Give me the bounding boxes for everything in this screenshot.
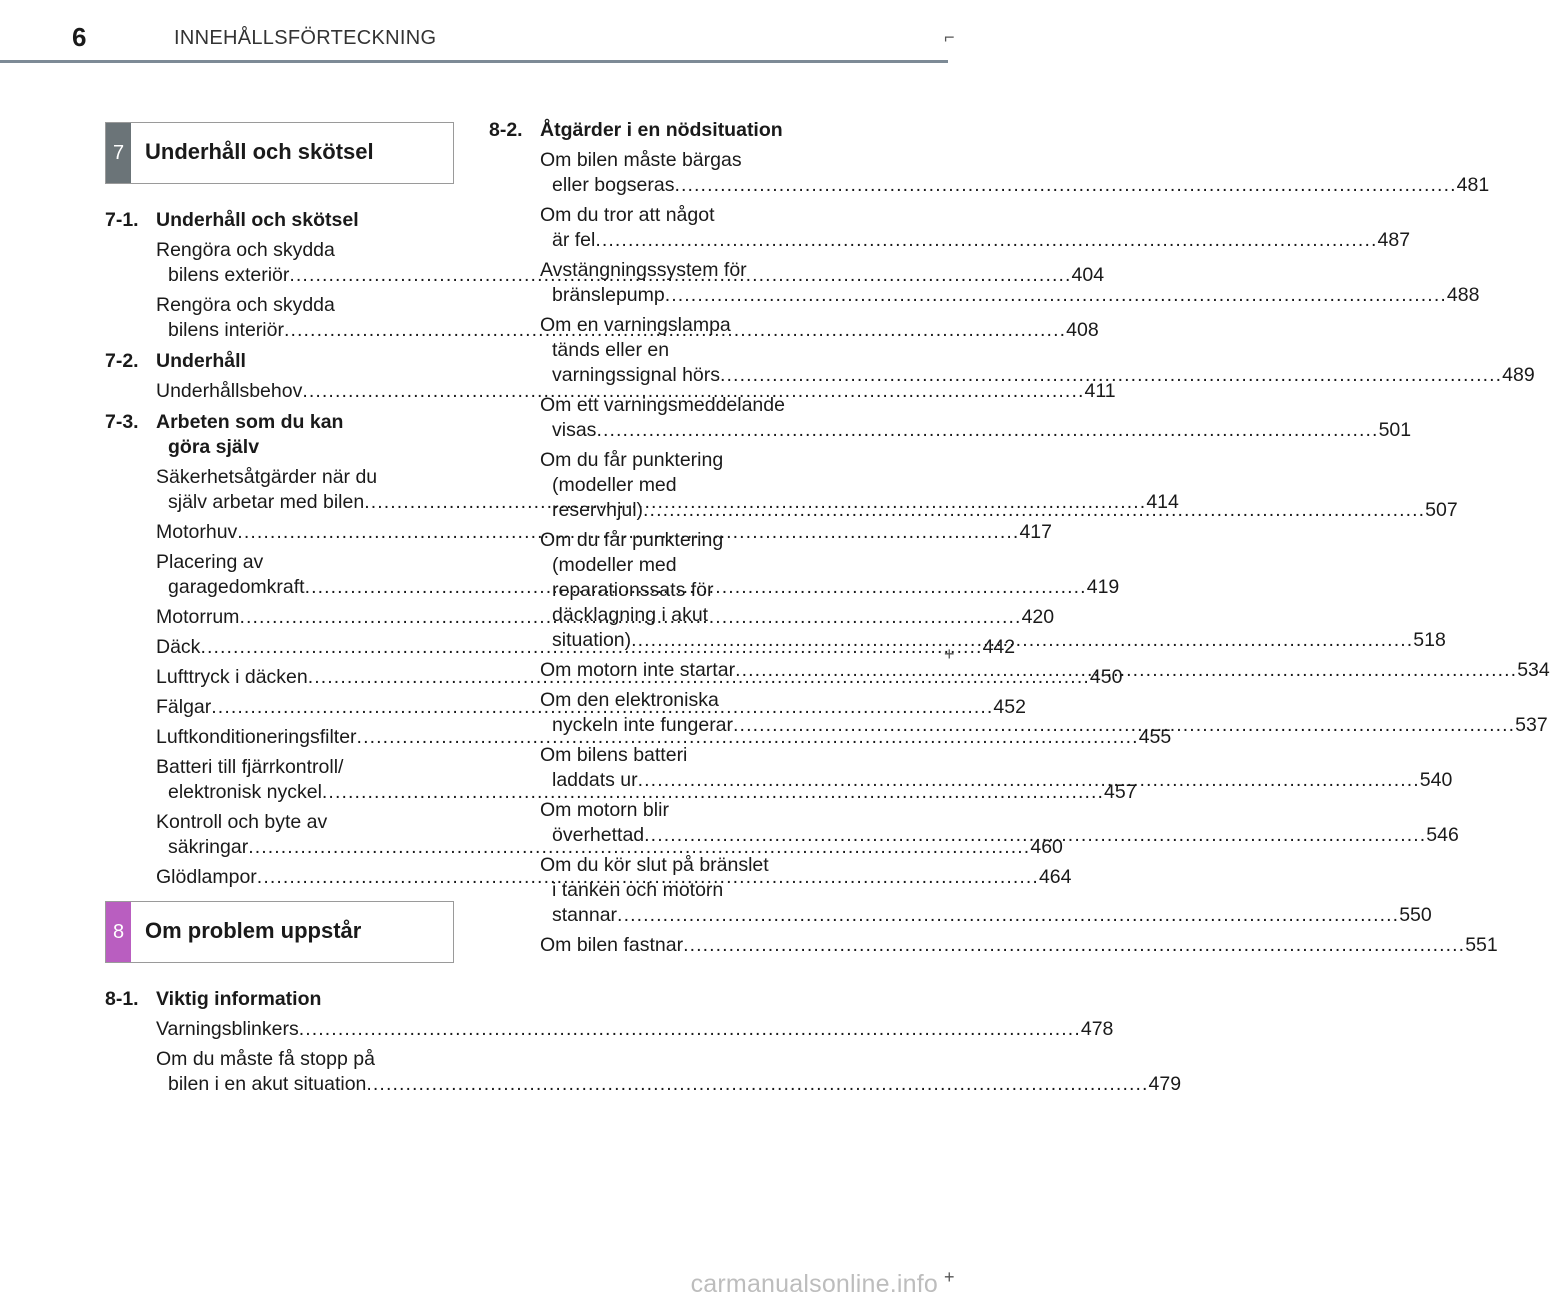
section-title-8: Om problem uppstår bbox=[145, 918, 362, 943]
toc-entry-text: Kontroll och byte av bbox=[156, 811, 328, 833]
dot-leader bbox=[643, 499, 1425, 521]
toc-entry-text: Om ett varningsmeddelande bbox=[540, 394, 785, 416]
dot-leader bbox=[299, 1018, 1081, 1040]
toc-entry-text: däcklagning i akut bbox=[552, 604, 709, 626]
toc-page-number: 417 bbox=[1019, 521, 1052, 543]
toc-page-number: 455 bbox=[1138, 726, 1172, 748]
toc-page-number: 487 bbox=[1377, 229, 1411, 251]
toc-page-number: 489 bbox=[1502, 364, 1535, 386]
toc-entry-text: eller bogseras bbox=[552, 174, 675, 196]
toc-page-number: 481 bbox=[1456, 174, 1490, 196]
toc-entry-text: reparationssats för bbox=[552, 579, 714, 601]
toc-entry-text: Fälgar bbox=[156, 696, 212, 718]
toc-chapter-number: 8-1. bbox=[105, 988, 139, 1010]
toc-page-number: 464 bbox=[1038, 866, 1072, 888]
toc-entry-text: Rengöra och skydda bbox=[156, 294, 335, 316]
toc-entry-text: i tanken och motorn bbox=[552, 879, 724, 901]
toc-section-8-left bbox=[105, 987, 1182, 1097]
toc-entry-text: Avstängningssystem för bbox=[540, 259, 747, 281]
dot-leader bbox=[674, 174, 1456, 196]
toc-chapter-heading[interactable] bbox=[105, 987, 441, 1012]
crop-mark-icon: ⌐ bbox=[944, 27, 955, 47]
toc-page-number: 540 bbox=[1419, 769, 1453, 791]
toc-entry[interactable] bbox=[540, 203, 1411, 253]
toc-page-number: 460 bbox=[1030, 836, 1063, 858]
toc-chapter-number: 8-2. bbox=[489, 119, 523, 141]
toc-entry[interactable] bbox=[540, 393, 1412, 443]
toc-entry-text: är fel bbox=[552, 229, 596, 251]
toc-chapter-heading[interactable] bbox=[489, 118, 826, 143]
toc-group bbox=[105, 987, 1182, 1097]
dot-leader bbox=[720, 364, 1502, 386]
toc-entry-text: Underhållsbehov bbox=[156, 380, 303, 402]
watermark: carmanualsonline.info bbox=[690, 1270, 938, 1298]
toc-chapter-title: Viktig information bbox=[156, 988, 322, 1010]
section-title-7: Underhåll och skötsel bbox=[145, 139, 374, 164]
toc-page-number: 518 bbox=[1413, 629, 1446, 651]
toc-page-number: 550 bbox=[1399, 904, 1432, 926]
section-header-8 bbox=[105, 901, 454, 963]
toc-entry-text: bränslepump bbox=[552, 284, 665, 306]
crop-mark-icon: + bbox=[944, 644, 955, 664]
toc-chapter-heading[interactable] bbox=[105, 208, 441, 233]
dot-leader bbox=[617, 904, 1399, 926]
toc-entry-text: Om bilens batteri bbox=[540, 744, 688, 766]
toc-entry-text: Luftkonditioneringsfilter bbox=[156, 726, 357, 748]
toc-entry-text: Rengöra och skydda bbox=[156, 239, 335, 261]
toc-page-number: 479 bbox=[1148, 1073, 1182, 1095]
dot-leader bbox=[733, 714, 1515, 736]
toc-entry-text: bilens interiör bbox=[168, 319, 284, 341]
toc-entry[interactable] bbox=[156, 379, 1116, 404]
toc-entry-text: Batteri till fjärrkontroll/ bbox=[156, 756, 344, 778]
toc-entry-text: säkringar bbox=[168, 836, 249, 858]
toc-entry-text: bilen i en akut situation bbox=[168, 1073, 367, 1095]
crop-mark-icon: + bbox=[944, 1267, 955, 1287]
toc-chapter-heading[interactable] bbox=[105, 349, 441, 374]
toc-page-number: 537 bbox=[1515, 714, 1548, 736]
toc-entry-text: Om du måste få stopp på bbox=[156, 1048, 375, 1070]
toc-entry-text: (modeller med bbox=[552, 474, 677, 496]
dot-leader bbox=[596, 419, 1378, 441]
toc-entry-text: reservhjul) bbox=[552, 499, 644, 521]
toc-chapter-number: 7-1. bbox=[105, 209, 139, 231]
toc-entry-text: Motorrum bbox=[156, 606, 240, 628]
section-header-7 bbox=[105, 122, 454, 184]
toc-entry-text: överhettad bbox=[552, 824, 645, 846]
toc-entry-text: Om du kör slut på bränslet bbox=[540, 854, 769, 876]
toc-entry-text: nyckeln inte fungerar bbox=[552, 714, 734, 736]
toc-entry-text: varningssignal hörs bbox=[552, 364, 721, 386]
toc-page-number: 507 bbox=[1425, 499, 1458, 521]
toc-entry-text: tänds eller en bbox=[552, 339, 670, 361]
toc-page-number: 546 bbox=[1426, 824, 1459, 846]
toc-entry-text: laddats ur bbox=[552, 769, 638, 791]
dot-leader bbox=[665, 284, 1447, 306]
toc-page-number: 442 bbox=[982, 636, 1016, 658]
toc-entry-text: Om du får punktering bbox=[540, 449, 724, 471]
toc-page-number: 420 bbox=[1021, 606, 1055, 628]
toc-entry-text: elektronisk nyckel bbox=[168, 781, 322, 803]
toc-chapter-title: Underhåll bbox=[156, 350, 246, 372]
toc-chapter-heading[interactable] bbox=[105, 410, 441, 460]
toc-chapter-title: göra själv bbox=[168, 436, 260, 458]
toc-entry[interactable] bbox=[156, 1017, 1114, 1042]
toc-entry-text: bilens exteriör bbox=[168, 264, 290, 286]
toc-entry-text: (modeller med bbox=[552, 554, 677, 576]
section-tab-8: 8 bbox=[106, 902, 131, 962]
toc-page-number: 452 bbox=[993, 696, 1026, 718]
toc-entry[interactable] bbox=[540, 148, 1490, 198]
toc-entry-text: stannar bbox=[552, 904, 618, 926]
toc-entry-text: Om motorn inte startar bbox=[540, 659, 736, 681]
dot-leader bbox=[644, 824, 1426, 846]
toc-page-number: 411 bbox=[1084, 380, 1116, 402]
page-header bbox=[0, 0, 960, 64]
header-rule bbox=[0, 60, 948, 63]
toc-entry-text: Varningsblinkers bbox=[156, 1018, 299, 1040]
toc-chapter-title: Underhåll och skötsel bbox=[156, 209, 359, 231]
toc-page-number: 404 bbox=[1071, 264, 1105, 286]
toc-entry-text: Glödlampor bbox=[156, 866, 257, 888]
toc-entry-text: visas bbox=[552, 419, 597, 441]
toc-page-number: 408 bbox=[1066, 319, 1099, 341]
toc-page-number: 488 bbox=[1446, 284, 1480, 306]
toc-page-number: 414 bbox=[1146, 491, 1179, 513]
dot-leader bbox=[366, 1073, 1148, 1095]
toc-entry-text: Om en varningslampa bbox=[540, 314, 731, 336]
toc-entry-text: Om den elektroniska bbox=[540, 689, 719, 711]
dot-leader bbox=[683, 934, 1465, 956]
dot-leader bbox=[595, 229, 1377, 251]
toc-chapter-title: Arbeten som du kan bbox=[156, 411, 344, 433]
toc-entry-text: situation) bbox=[552, 629, 632, 651]
dot-leader bbox=[735, 659, 1517, 681]
toc-entry-text: Om bilen fastnar bbox=[540, 934, 684, 956]
toc-page-number: 551 bbox=[1465, 934, 1498, 956]
toc-entry-text: Om du får punktering bbox=[540, 529, 724, 551]
page-header-title: INNEHÅLLSFÖRTECKNING bbox=[174, 27, 437, 49]
toc-entry-text: Motorhuv bbox=[156, 521, 238, 543]
toc-entry-text: Om bilen måste bärgas bbox=[540, 149, 742, 171]
section-tab-7: 7 bbox=[106, 123, 131, 183]
toc-entry-text: Om du tror att något bbox=[540, 204, 715, 226]
toc-page-number: 450 bbox=[1089, 666, 1123, 688]
toc-page-number: 501 bbox=[1378, 419, 1412, 441]
toc-entry-text: garagedomkraft bbox=[168, 576, 305, 598]
toc-entry[interactable] bbox=[156, 1047, 1182, 1097]
toc-chapter-title: Åtgärder i en nödsituation bbox=[540, 119, 783, 141]
toc-entry-text: Däck bbox=[156, 636, 201, 658]
toc-page-number: 457 bbox=[1104, 781, 1137, 803]
toc-chapter-number: 7-3. bbox=[105, 411, 139, 433]
toc-entry-text: Lufttryck i däcken bbox=[156, 666, 308, 688]
toc-chapter-number: 7-2. bbox=[105, 350, 139, 372]
toc-entry[interactable] bbox=[540, 933, 1498, 958]
toc-entry-text: Placering av bbox=[156, 551, 264, 573]
page-number: 6 bbox=[72, 22, 87, 52]
toc-page-number: 419 bbox=[1086, 576, 1120, 598]
toc-entry-text: Säkerhetsåtgärder när du bbox=[156, 466, 378, 488]
toc-page-number: 478 bbox=[1080, 1018, 1114, 1040]
toc-entry-text: själv arbetar med bilen bbox=[168, 491, 365, 513]
toc-page-number: 534 bbox=[1517, 659, 1550, 681]
dot-leader bbox=[638, 769, 1420, 791]
toc-entry-text: Om motorn blir bbox=[540, 799, 669, 821]
dot-leader bbox=[631, 629, 1413, 651]
